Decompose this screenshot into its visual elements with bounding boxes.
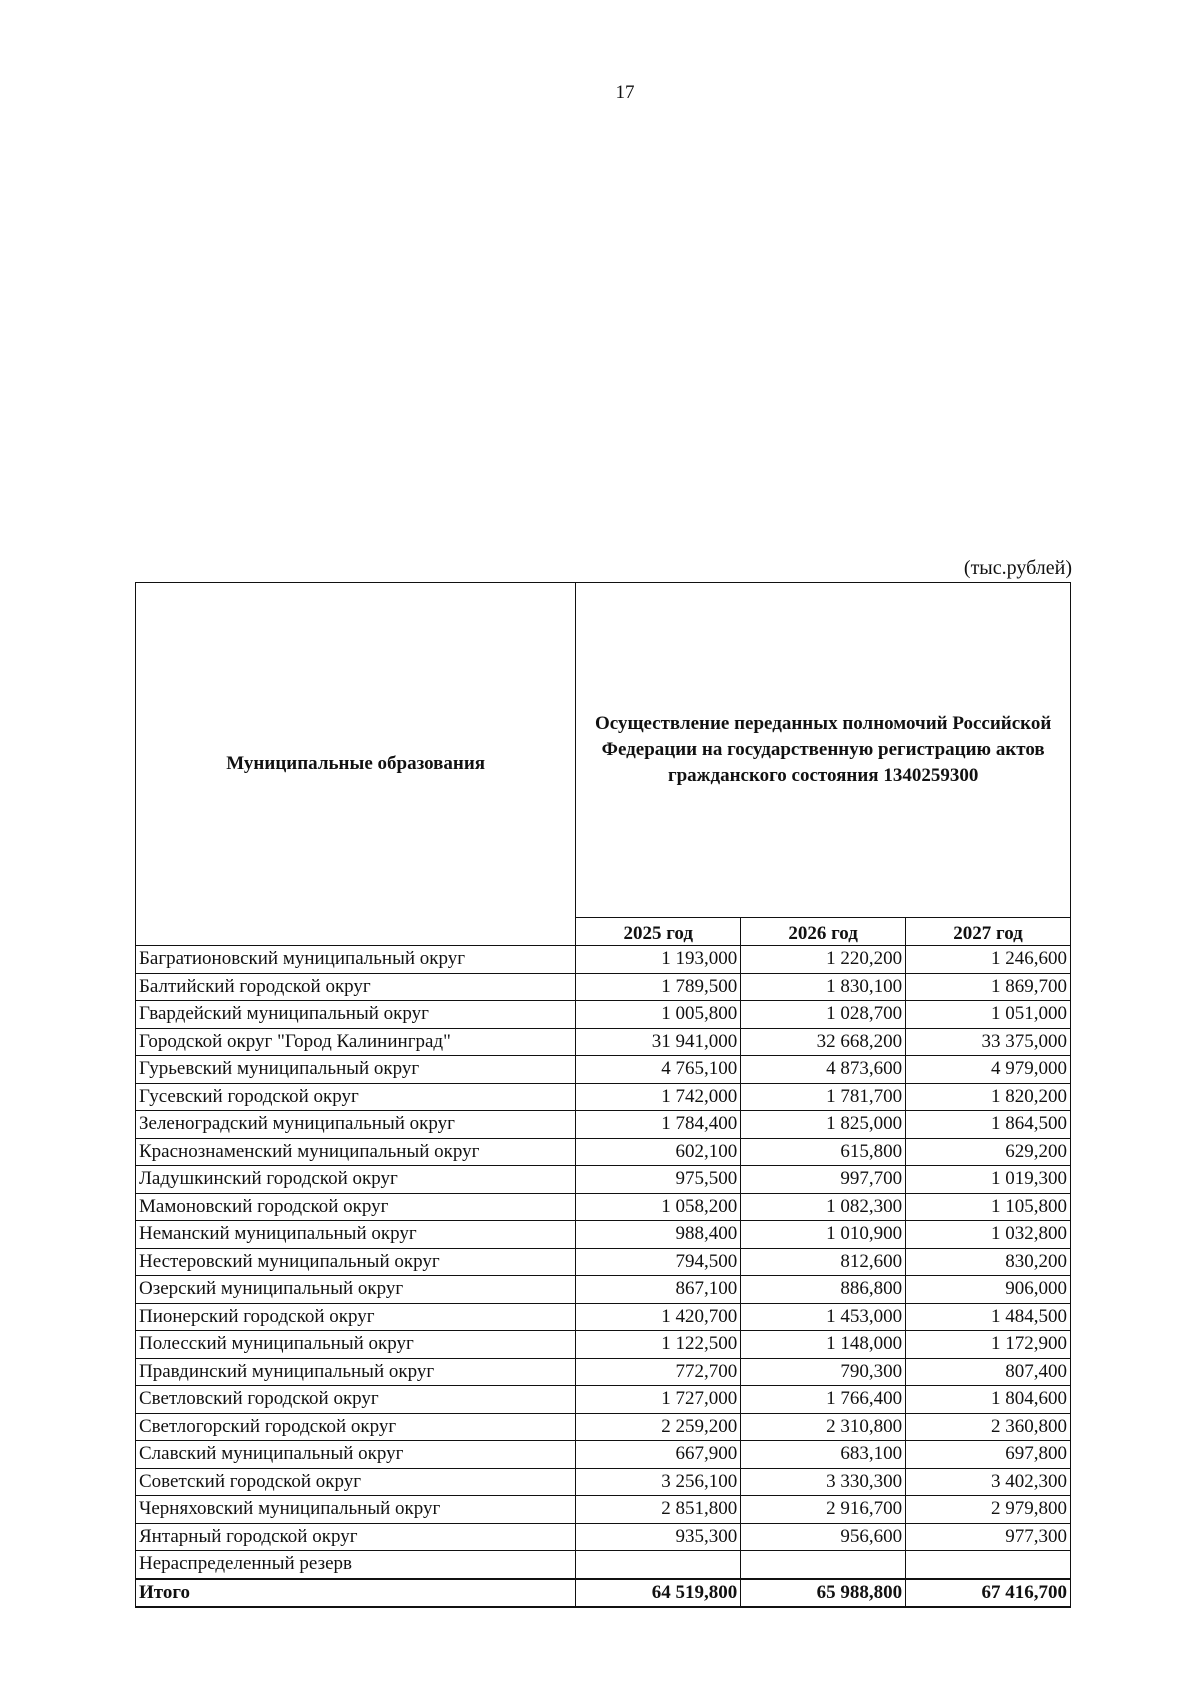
total-2027: 67 416,700 [906, 1579, 1071, 1608]
value-2027: 1 869,700 [906, 973, 1071, 1001]
table-row [136, 1468, 1071, 1496]
year-header-2027: 2027 год [906, 918, 1071, 946]
value-2025: 1 420,700 [576, 1303, 741, 1331]
municipality-name: Черняховский муниципальный округ [136, 1496, 576, 1524]
municipality-name: Багратионовский муниципальный округ [136, 946, 576, 974]
value-2025: 772,700 [576, 1358, 741, 1386]
municipality-name: Гурьевский муниципальный округ [136, 1056, 576, 1084]
value-2025: 988,400 [576, 1221, 741, 1249]
value-2027: 1 172,900 [906, 1331, 1071, 1359]
table-row [136, 1221, 1071, 1249]
municipality-name: Янтарный городской округ [136, 1523, 576, 1551]
value-2025 [576, 1551, 741, 1579]
value-2027: 830,200 [906, 1248, 1071, 1276]
value-2026: 683,100 [741, 1441, 906, 1469]
municipality-name: Краснознаменский муниципальный округ [136, 1138, 576, 1166]
column-group-header: Осуществление переданных полномочий Российской Федерации на государственную регистрацию актов гражданского состояния 1340259300 [576, 583, 1071, 918]
value-2026: 790,300 [741, 1358, 906, 1386]
value-2025: 1 058,200 [576, 1193, 741, 1221]
value-2025: 1 727,000 [576, 1386, 741, 1414]
table-row [136, 1441, 1071, 1469]
value-2027: 2 360,800 [906, 1413, 1071, 1441]
municipality-name: Пионерский городской округ [136, 1303, 576, 1331]
year-header-2026: 2026 год [741, 918, 906, 946]
value-2027: 807,400 [906, 1358, 1071, 1386]
value-2027: 1 032,800 [906, 1221, 1071, 1249]
table-body [136, 946, 1071, 1579]
municipality-name: Славский муниципальный округ [136, 1441, 576, 1469]
value-2025: 1 789,500 [576, 973, 741, 1001]
value-2025: 667,900 [576, 1441, 741, 1469]
table-row [136, 1413, 1071, 1441]
value-2025: 1 005,800 [576, 1001, 741, 1029]
value-2026: 32 668,200 [741, 1028, 906, 1056]
table-row [136, 973, 1071, 1001]
value-2025: 1 742,000 [576, 1083, 741, 1111]
municipality-name: Нестеровский муниципальный округ [136, 1248, 576, 1276]
value-2027: 977,300 [906, 1523, 1071, 1551]
value-2025: 867,100 [576, 1276, 741, 1304]
table-row [136, 1083, 1071, 1111]
value-2027: 1 820,200 [906, 1083, 1071, 1111]
value-2026: 997,700 [741, 1166, 906, 1194]
table-row [136, 1111, 1071, 1139]
table-row [136, 1358, 1071, 1386]
value-2025: 2 851,800 [576, 1496, 741, 1524]
table-row [136, 1001, 1071, 1029]
value-2027: 33 375,000 [906, 1028, 1071, 1056]
value-2026: 1 781,700 [741, 1083, 906, 1111]
value-2025: 4 765,100 [576, 1056, 741, 1084]
municipality-name: Советский городской округ [136, 1468, 576, 1496]
value-2025: 602,100 [576, 1138, 741, 1166]
value-2027: 3 402,300 [906, 1468, 1071, 1496]
table-row [136, 1056, 1071, 1084]
table-row [136, 1303, 1071, 1331]
municipality-name: Озерский муниципальный округ [136, 1276, 576, 1304]
municipality-name: Нераспределенный резерв [136, 1551, 576, 1579]
value-2026: 1 830,100 [741, 973, 906, 1001]
value-2025: 935,300 [576, 1523, 741, 1551]
table-row [136, 1523, 1071, 1551]
value-2027: 1 246,600 [906, 946, 1071, 974]
municipality-name: Неманский муниципальный округ [136, 1221, 576, 1249]
municipality-name: Балтийский городской округ [136, 973, 576, 1001]
table-row [136, 1248, 1071, 1276]
budget-table [135, 582, 1071, 1608]
value-2027: 1 864,500 [906, 1111, 1071, 1139]
value-2025: 794,500 [576, 1248, 741, 1276]
value-2027 [906, 1551, 1071, 1579]
total-2025: 64 519,800 [576, 1579, 741, 1608]
value-2026: 812,600 [741, 1248, 906, 1276]
value-2026: 1 766,400 [741, 1386, 906, 1414]
municipality-name: Светловский городской округ [136, 1386, 576, 1414]
value-2025: 975,500 [576, 1166, 741, 1194]
value-2027: 1 484,500 [906, 1303, 1071, 1331]
value-2027: 906,000 [906, 1276, 1071, 1304]
column-header-municipalities: Муниципальные образования [136, 583, 576, 946]
value-2026: 1 220,200 [741, 946, 906, 974]
value-2025: 31 941,000 [576, 1028, 741, 1056]
table-row [136, 1193, 1071, 1221]
table-row [136, 1276, 1071, 1304]
table-row [136, 1166, 1071, 1194]
value-2025: 1 784,400 [576, 1111, 741, 1139]
municipality-name: Полесский муниципальный округ [136, 1331, 576, 1359]
table-row [136, 1496, 1071, 1524]
year-header-2025: 2025 год [576, 918, 741, 946]
value-2026: 615,800 [741, 1138, 906, 1166]
municipality-name: Зеленоградский муниципальный округ [136, 1111, 576, 1139]
value-2027: 1 804,600 [906, 1386, 1071, 1414]
value-2026: 1 028,700 [741, 1001, 906, 1029]
value-2026 [741, 1551, 906, 1579]
value-2026: 1 825,000 [741, 1111, 906, 1139]
table-row [136, 1028, 1071, 1056]
municipality-name: Светлогорский городской округ [136, 1413, 576, 1441]
page-number: 17 [615, 82, 635, 103]
value-2026: 956,600 [741, 1523, 906, 1551]
value-2026: 2 916,700 [741, 1496, 906, 1524]
table-row [136, 1331, 1071, 1359]
municipality-name: Мамоновский городской округ [136, 1193, 576, 1221]
value-2026: 2 310,800 [741, 1413, 906, 1441]
value-2025: 1 193,000 [576, 946, 741, 974]
units-label: (тыс.рублей) [963, 557, 1072, 579]
value-2026: 1 453,000 [741, 1303, 906, 1331]
value-2026: 3 330,300 [741, 1468, 906, 1496]
value-2026: 4 873,600 [741, 1056, 906, 1084]
value-2027: 4 979,000 [906, 1056, 1071, 1084]
total-2026: 65 988,800 [741, 1579, 906, 1608]
value-2027: 1 105,800 [906, 1193, 1071, 1221]
municipality-name: Правдинский муниципальный округ [136, 1358, 576, 1386]
value-2027: 1 051,000 [906, 1001, 1071, 1029]
value-2027: 629,200 [906, 1138, 1071, 1166]
table-row [136, 946, 1071, 974]
value-2027: 1 019,300 [906, 1166, 1071, 1194]
value-2025: 2 259,200 [576, 1413, 741, 1441]
value-2027: 697,800 [906, 1441, 1071, 1469]
municipality-name: Гвардейский муниципальный округ [136, 1001, 576, 1029]
table-row [136, 1551, 1071, 1579]
value-2025: 3 256,100 [576, 1468, 741, 1496]
total-label: Итого [136, 1579, 576, 1608]
municipality-name: Гусевский городской округ [136, 1083, 576, 1111]
value-2026: 1 148,000 [741, 1331, 906, 1359]
value-2026: 886,800 [741, 1276, 906, 1304]
value-2026: 1 082,300 [741, 1193, 906, 1221]
value-2027: 2 979,800 [906, 1496, 1071, 1524]
municipality-name: Ладушкинский городской округ [136, 1166, 576, 1194]
value-2026: 1 010,900 [741, 1221, 906, 1249]
table-row [136, 1138, 1071, 1166]
value-2025: 1 122,500 [576, 1331, 741, 1359]
total-row [136, 1579, 1071, 1608]
table-row [136, 1386, 1071, 1414]
municipality-name: Городской округ "Город Калининград" [136, 1028, 576, 1056]
